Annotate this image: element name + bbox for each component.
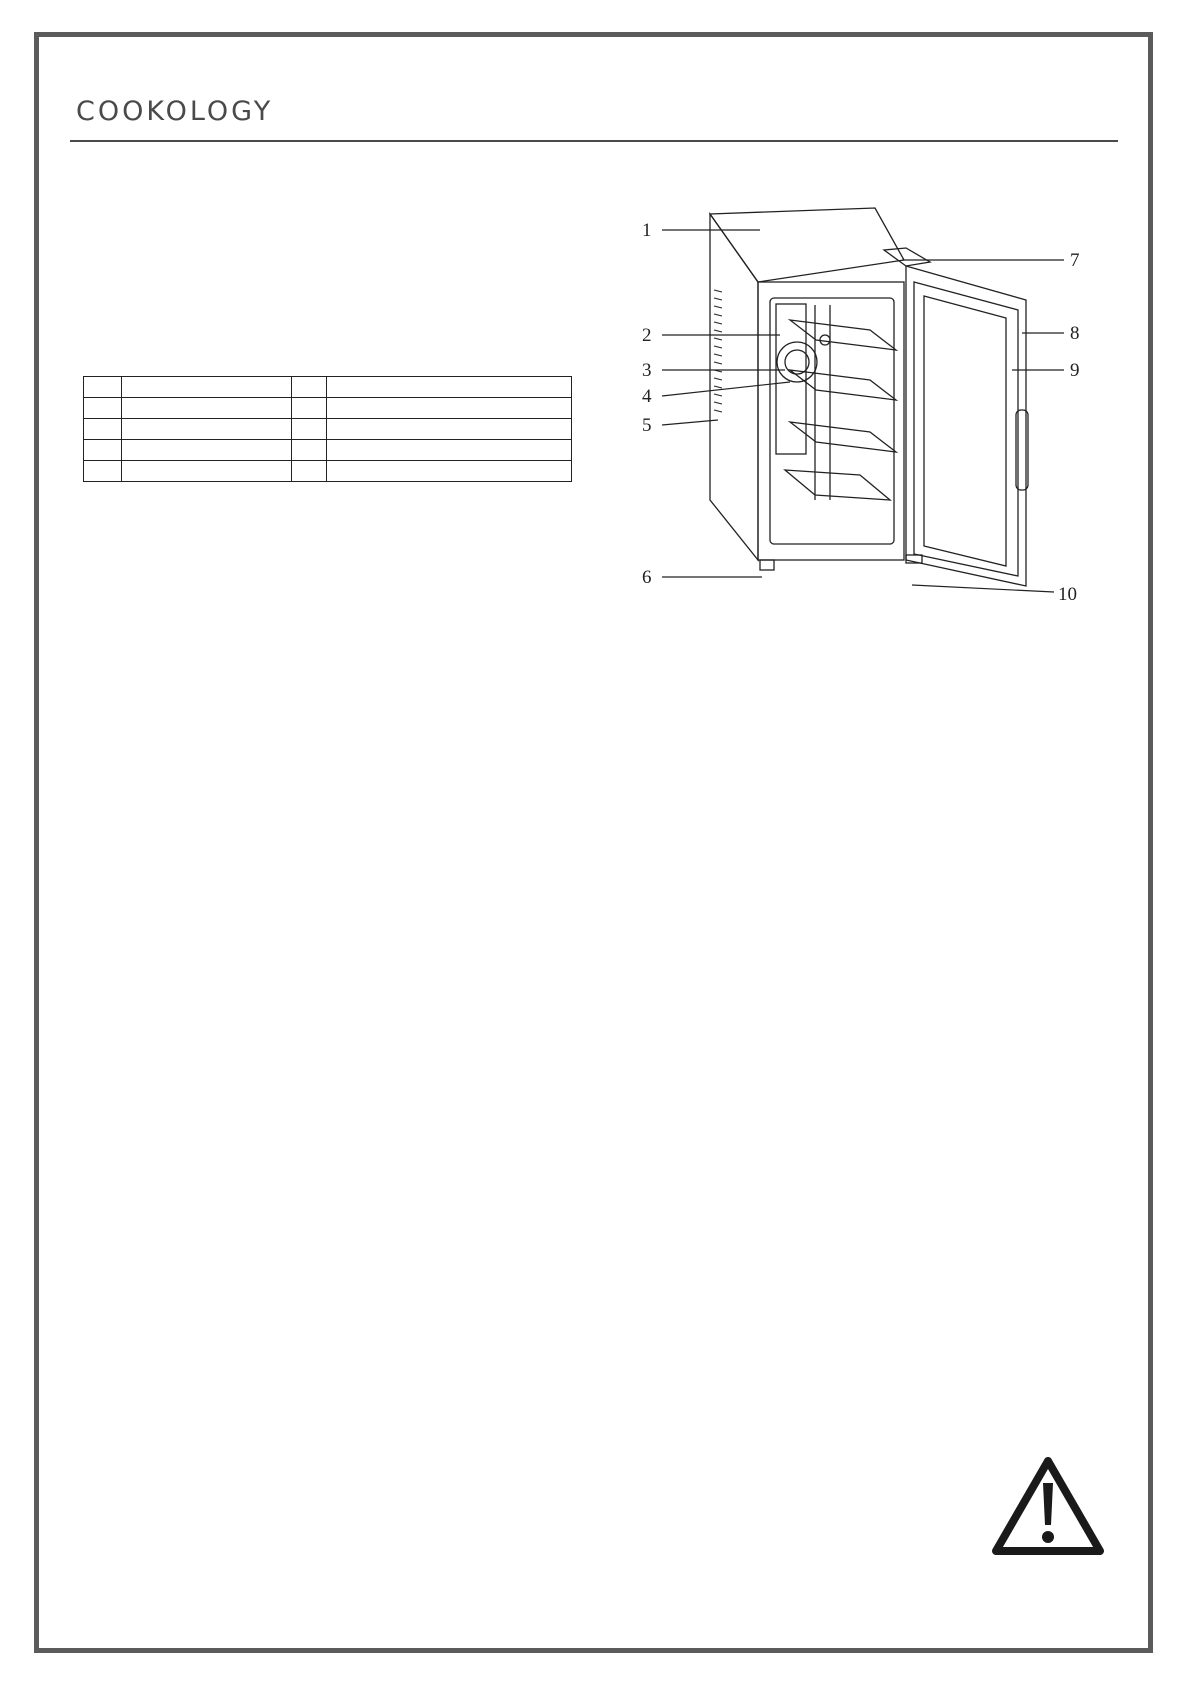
- table-cell: [291, 377, 326, 398]
- table-cell: [291, 419, 326, 440]
- table-row: [84, 440, 572, 461]
- table-cell: [121, 419, 291, 440]
- table-row: [84, 398, 572, 419]
- callout-3: 3: [642, 360, 652, 381]
- table-row: [84, 377, 572, 398]
- table-cell: [84, 377, 122, 398]
- door-gasket: [914, 282, 1018, 576]
- warning-triangle-icon: [990, 1455, 1106, 1557]
- callout-4: 4: [642, 386, 652, 407]
- cabinet-front-frame: [758, 282, 904, 560]
- callout-2: 2: [642, 325, 652, 346]
- callout-9: 9: [1070, 360, 1080, 381]
- callout-6: 6: [642, 567, 652, 588]
- control-panel: [884, 248, 930, 266]
- side-vents: [714, 290, 722, 412]
- cabinet-top: [710, 208, 904, 282]
- table-cell: [121, 398, 291, 419]
- table-cell: [326, 440, 572, 461]
- table-cell: [291, 461, 326, 482]
- table-cell: [326, 398, 572, 419]
- shelf-4: [785, 470, 890, 500]
- parts-table: [83, 376, 572, 482]
- table-cell: [291, 440, 326, 461]
- callout-10: 10: [1058, 584, 1077, 605]
- table-cell: [291, 398, 326, 419]
- door-glass: [924, 296, 1006, 566]
- cabinet-foot: [760, 560, 774, 570]
- wine-cooler-diagram: [640, 200, 1110, 620]
- leader-lines: [662, 230, 1064, 592]
- table-row: [84, 419, 572, 440]
- table-cell: [326, 461, 572, 482]
- light-dot: [820, 335, 830, 345]
- table-cell: [121, 377, 291, 398]
- callout-5: 5: [642, 415, 652, 436]
- table-cell: [326, 377, 572, 398]
- callout-8: 8: [1070, 323, 1080, 344]
- table-cell: [84, 398, 122, 419]
- table-cell: [121, 440, 291, 461]
- cabinet-drawing: [710, 208, 1028, 586]
- table-row: [84, 461, 572, 482]
- table-cell: [84, 461, 122, 482]
- brand-logo: COOKOLOGY: [76, 96, 274, 127]
- table-cell: [121, 461, 291, 482]
- table-cell: [326, 419, 572, 440]
- header-divider: [70, 140, 1118, 142]
- table-cell: [84, 440, 122, 461]
- table-cell: [84, 419, 122, 440]
- callout-7: 7: [1070, 250, 1080, 271]
- callout-1: 1: [642, 220, 652, 241]
